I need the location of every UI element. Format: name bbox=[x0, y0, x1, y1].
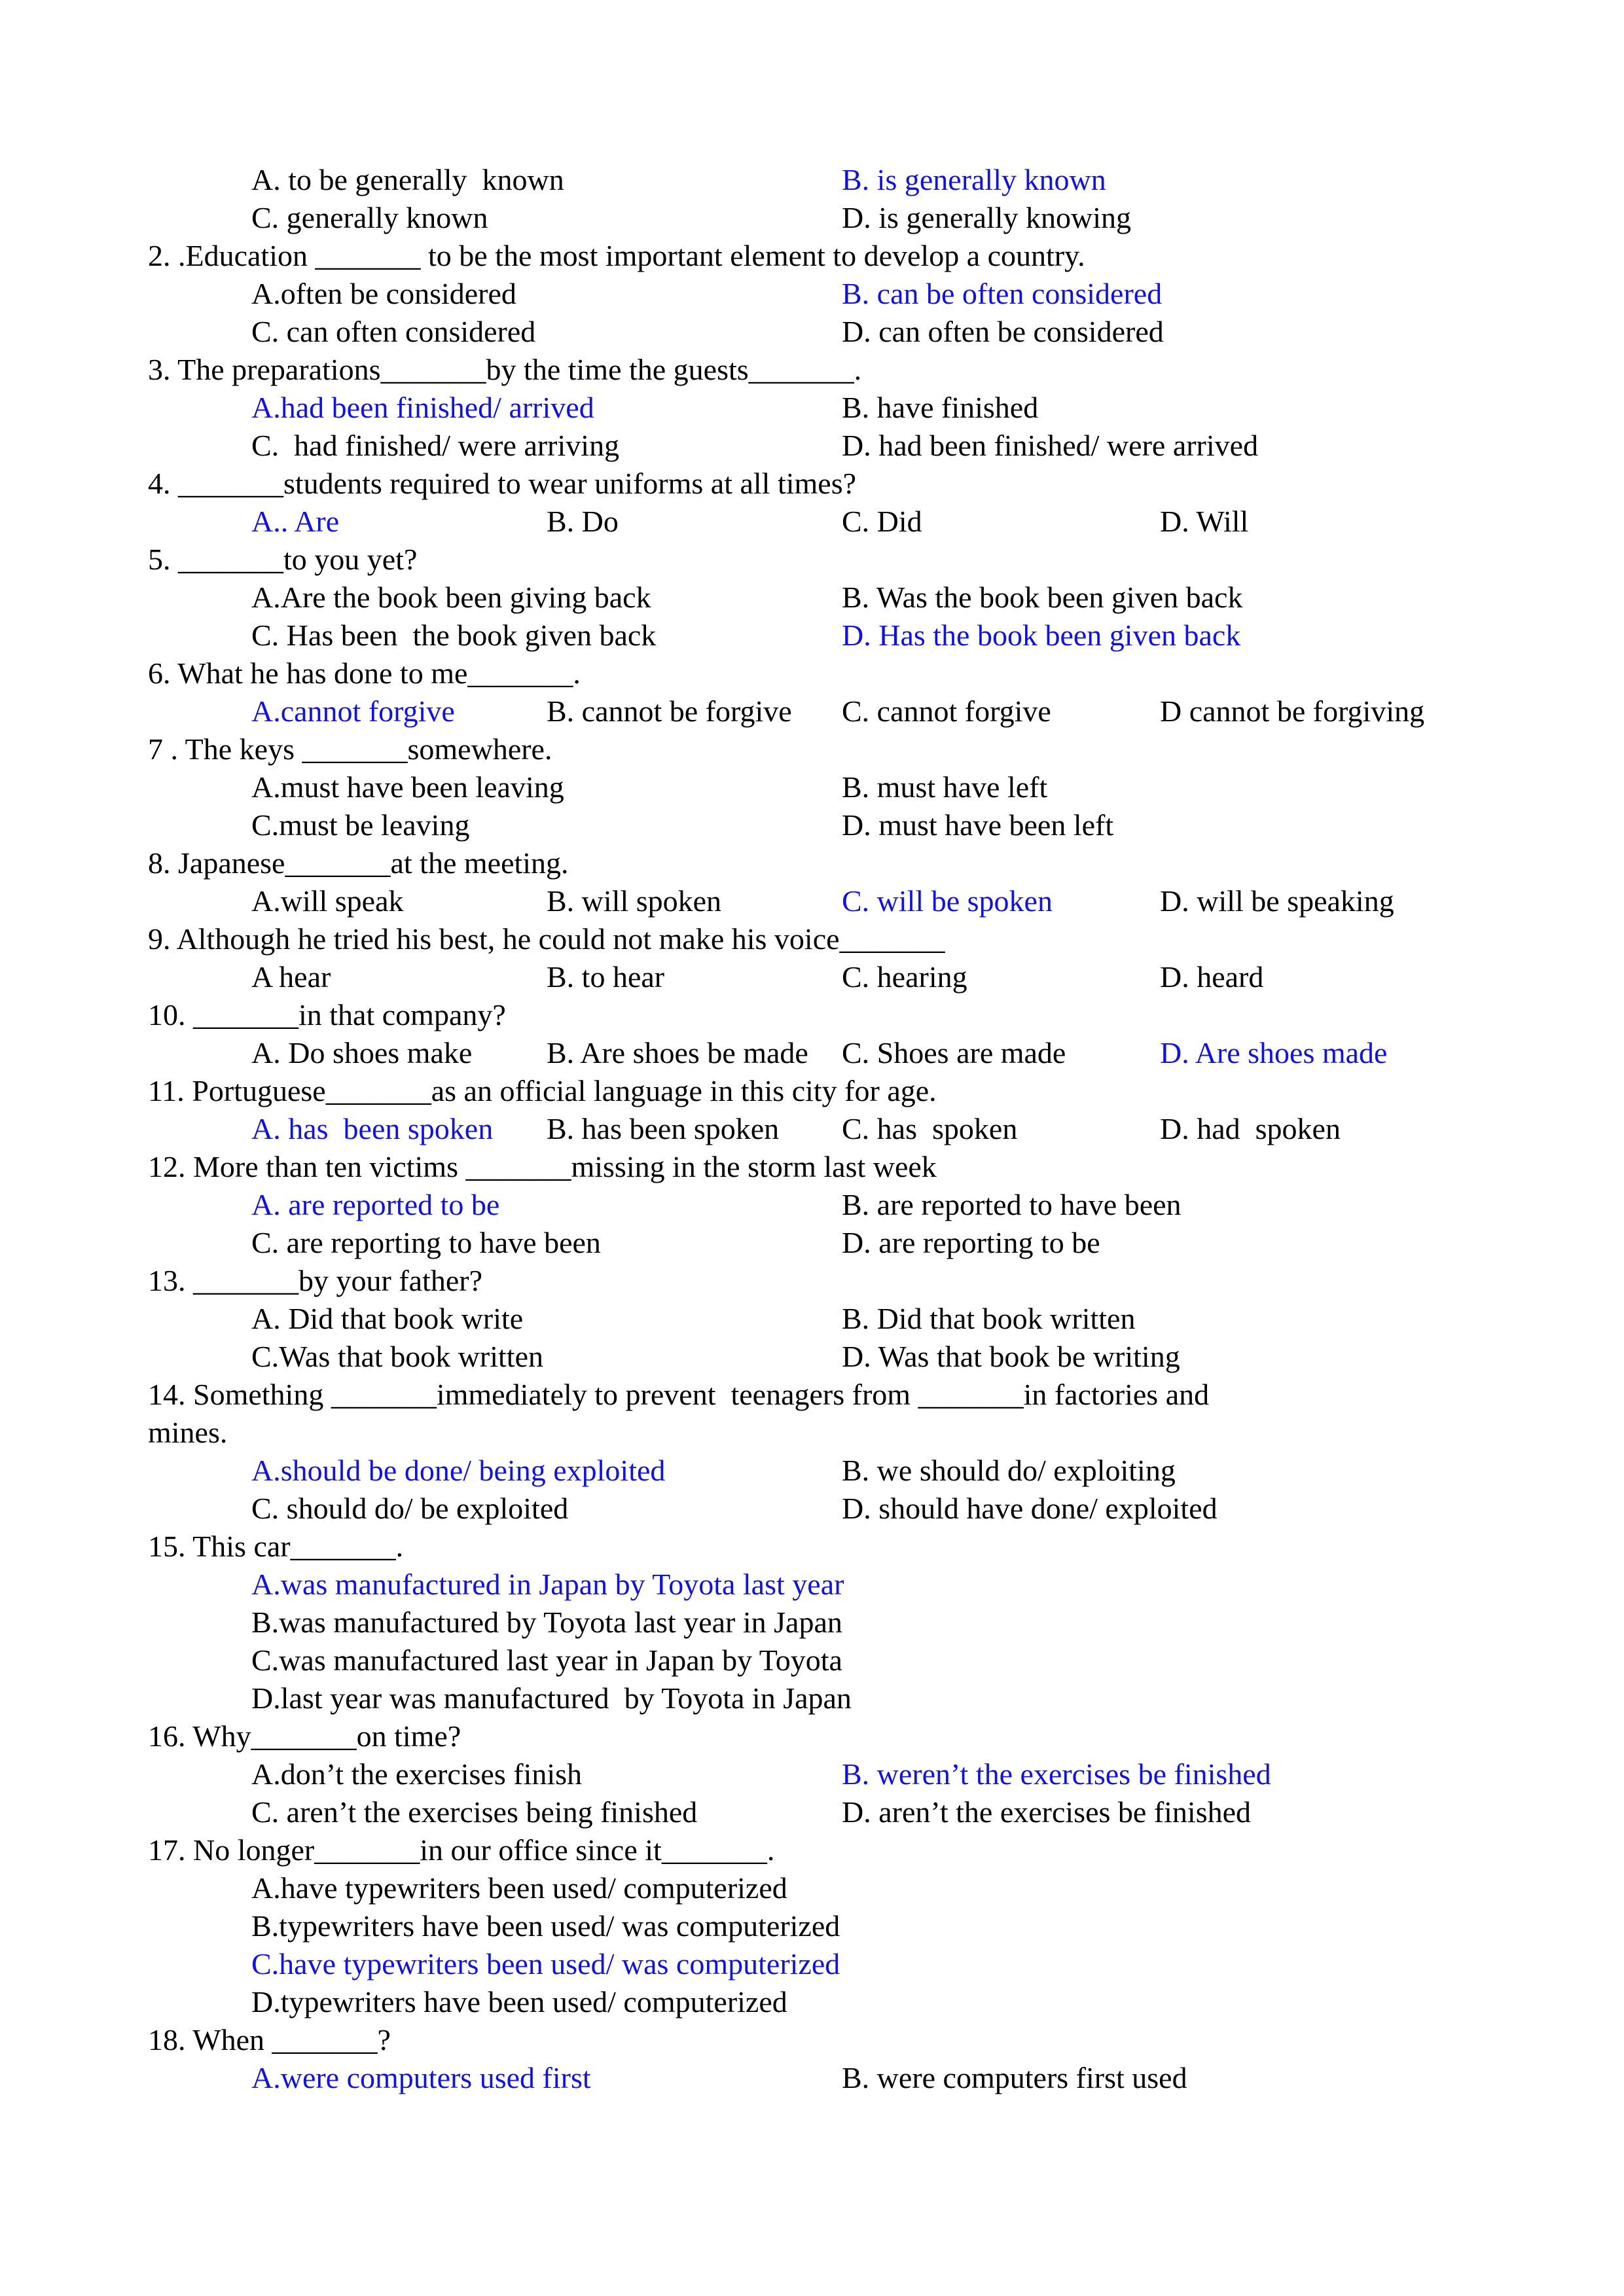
question-stem-line bbox=[0, 1528, 1624, 1566]
option-text: B. has been spoken bbox=[547, 1112, 780, 1145]
question-text: 7 . The keys _______somewhere. bbox=[148, 732, 552, 766]
question-text: 6. What he has done to me_______. bbox=[148, 656, 581, 690]
answer-option-text: A.should be done/ being exploited bbox=[251, 1454, 666, 1487]
option-text: C. cannot forgive bbox=[842, 694, 1051, 728]
option-text: B.typewriters have been used/ was computerized bbox=[251, 1909, 840, 1943]
option-text: C. are reporting to have been bbox=[251, 1226, 601, 1259]
question-stem-line bbox=[0, 237, 1624, 275]
answer-option-text: A. are reported to be bbox=[251, 1188, 500, 1221]
option-text: C. Has been the book given back bbox=[251, 619, 657, 652]
options-row bbox=[0, 1641, 1624, 1679]
question-text: 17. No longer_______in our office since it_______. bbox=[148, 1833, 775, 1867]
question-text: 14. Something _______immediately to prevent teenagers from _______in factories and bbox=[148, 1378, 1210, 1411]
option-text: D. had spoken bbox=[1160, 1112, 1341, 1145]
question-stem-line bbox=[0, 1148, 1624, 1186]
option-text: C. can often considered bbox=[251, 315, 536, 348]
option-text: D. Was that book be writing bbox=[842, 1340, 1180, 1373]
answer-option-text: A.cannot forgive bbox=[251, 694, 455, 728]
options-row bbox=[0, 389, 1624, 427]
answer-option-text: A. has been spoken bbox=[251, 1112, 494, 1145]
option-text: B. Was the book been given back bbox=[842, 581, 1243, 614]
question-stem-line bbox=[0, 351, 1624, 389]
question-stem-line bbox=[0, 1262, 1624, 1300]
options-row bbox=[0, 1224, 1624, 1262]
option-text: B. we should do/ exploiting bbox=[842, 1454, 1176, 1487]
option-text: D. should have done/ exploited bbox=[842, 1492, 1218, 1525]
option-text: B. Do bbox=[547, 505, 619, 538]
option-text: D. is generally knowing bbox=[842, 201, 1132, 234]
answer-option-text: A.had been finished/ arrived bbox=[251, 391, 594, 424]
option-text: D.typewriters have been used/ computerized bbox=[251, 1985, 787, 2018]
option-text: C.Was that book written bbox=[251, 1340, 544, 1373]
question-text: 12. More than ten victims _______missing in the storm last week bbox=[148, 1150, 937, 1183]
option-text: A.often be considered bbox=[251, 277, 516, 310]
answer-option-text: A.was manufactured in Japan by Toyota last year bbox=[251, 1568, 844, 1601]
option-text: A. Did that book write bbox=[251, 1302, 524, 1335]
option-text: B. Are shoes be made bbox=[547, 1036, 808, 1069]
answer-option-text: B. can be often considered bbox=[842, 277, 1163, 310]
option-text: D. must have been left bbox=[842, 808, 1114, 842]
options-row bbox=[0, 1034, 1624, 1072]
option-text: A.have typewriters been used/ computerized bbox=[251, 1871, 787, 1905]
question-text: 4. _______students required to wear uniforms at all times? bbox=[148, 467, 857, 500]
options-row bbox=[0, 1300, 1624, 1338]
question-text: 3. The preparations_______by the time the guests_______. bbox=[148, 353, 862, 386]
option-text: A.Are the book been giving back bbox=[251, 581, 651, 614]
option-text: D. are reporting to be bbox=[842, 1226, 1100, 1259]
options-row bbox=[0, 1793, 1624, 1831]
option-text: B. to hear bbox=[547, 960, 665, 994]
options-row bbox=[0, 806, 1624, 844]
options-row bbox=[0, 1186, 1624, 1224]
question-text: 11. Portuguese_______as an official language in this city for age. bbox=[148, 1074, 937, 1107]
options-row bbox=[0, 1945, 1624, 1983]
option-text: D. will be speaking bbox=[1160, 884, 1394, 918]
option-text: B. are reported to have been bbox=[842, 1188, 1182, 1221]
answer-option-text: B. weren’t the exercises be finished bbox=[842, 1757, 1271, 1791]
question-stem-line bbox=[0, 655, 1624, 692]
option-text: B. cannot be forgive bbox=[547, 694, 792, 728]
answer-option-text: A.were computers used first bbox=[251, 2061, 591, 2094]
option-text: C. should do/ be exploited bbox=[251, 1492, 569, 1525]
option-text: D. aren’t the exercises be finished bbox=[842, 1795, 1252, 1829]
options-row bbox=[0, 313, 1624, 351]
options-row bbox=[0, 1869, 1624, 1907]
answer-option-text: D. Are shoes made bbox=[1160, 1036, 1388, 1069]
option-text: A. Do shoes make bbox=[251, 1036, 473, 1069]
option-text: B. were computers first used bbox=[842, 2061, 1187, 2094]
options-row bbox=[0, 1983, 1624, 2021]
question-text: 8. Japanese_______at the meeting. bbox=[148, 846, 569, 880]
option-text: B. will spoken bbox=[547, 884, 722, 918]
question-stem-line bbox=[0, 844, 1624, 882]
question-text: 9. Although he tried his best, he could not make his voice_______ bbox=[148, 922, 945, 956]
question-stem-line bbox=[0, 1717, 1624, 1755]
option-text: B. have finished bbox=[842, 391, 1039, 424]
question-stem-line bbox=[0, 730, 1624, 768]
question-stem-line bbox=[0, 920, 1624, 958]
options-row bbox=[0, 1604, 1624, 1641]
question-text: 16. Why_______on time? bbox=[148, 1719, 461, 1753]
question-text: 2. .Education _______ to be the most important element to develop a country. bbox=[148, 239, 1085, 272]
question-stem-line bbox=[0, 1072, 1624, 1110]
options-row bbox=[0, 958, 1624, 996]
option-text: B. Did that book written bbox=[842, 1302, 1136, 1335]
option-text: A.must have been leaving bbox=[251, 770, 564, 804]
option-text: C. Did bbox=[842, 505, 922, 538]
option-text: D.last year was manufactured by Toyota in Japan bbox=[251, 1681, 852, 1715]
question-stem-line bbox=[0, 1376, 1624, 1414]
option-text: C. Shoes are made bbox=[842, 1036, 1066, 1069]
option-text: D. can often be considered bbox=[842, 315, 1164, 348]
question-stem-line bbox=[0, 1831, 1624, 1869]
answer-option-text: D. Has the book been given back bbox=[842, 619, 1241, 652]
options-row bbox=[0, 1907, 1624, 1945]
answer-option-text: C. will be spoken bbox=[842, 884, 1053, 918]
options-row bbox=[0, 503, 1624, 541]
option-text: B.was manufactured by Toyota last year in Japan bbox=[251, 1605, 842, 1639]
question-stem-line bbox=[0, 996, 1624, 1034]
answer-option-text: C.have typewriters been used/ was computerized bbox=[251, 1947, 840, 1981]
option-text: A. to be generally known bbox=[251, 163, 564, 196]
option-text: C. aren’t the exercises being finished bbox=[251, 1795, 698, 1829]
option-text: C. hearing bbox=[842, 960, 967, 994]
option-text: D cannot be forgiving bbox=[1160, 694, 1425, 728]
option-text: C. has spoken bbox=[842, 1112, 1018, 1145]
answer-option-text: A.. Are bbox=[251, 505, 340, 538]
option-text: C. had finished/ were arriving bbox=[251, 429, 620, 462]
options-row bbox=[0, 1338, 1624, 1376]
question-text: 15. This car_______. bbox=[148, 1530, 404, 1563]
options-row bbox=[0, 882, 1624, 920]
answer-option-text: B. is generally known bbox=[842, 163, 1106, 196]
options-row bbox=[0, 275, 1624, 313]
question-text: 13. _______by your father? bbox=[148, 1264, 482, 1297]
options-row bbox=[0, 427, 1624, 465]
option-text: D. Will bbox=[1160, 505, 1249, 538]
options-row bbox=[0, 1566, 1624, 1604]
options-row bbox=[0, 1679, 1624, 1717]
options-row bbox=[0, 161, 1624, 199]
options-row bbox=[0, 1452, 1624, 1490]
options-row bbox=[0, 2059, 1624, 2097]
option-text: A hear bbox=[251, 960, 331, 994]
option-text: A.will speak bbox=[251, 884, 404, 918]
question-text: 18. When _______? bbox=[148, 2023, 391, 2056]
question-stem-line bbox=[0, 2021, 1624, 2059]
option-text: C. generally known bbox=[251, 201, 488, 234]
question-text: mines. bbox=[148, 1416, 228, 1449]
options-row bbox=[0, 1490, 1624, 1528]
option-text: A.don’t the exercises finish bbox=[251, 1757, 583, 1791]
option-text: B. must have left bbox=[842, 770, 1048, 804]
options-row bbox=[0, 768, 1624, 806]
option-text: D. heard bbox=[1160, 960, 1264, 994]
options-row bbox=[0, 579, 1624, 617]
question-stem-line bbox=[0, 465, 1624, 503]
options-row bbox=[0, 1755, 1624, 1793]
options-row bbox=[0, 692, 1624, 730]
options-row bbox=[0, 617, 1624, 655]
option-text: C.must be leaving bbox=[251, 808, 470, 842]
option-text: D. had been finished/ were arrived bbox=[842, 429, 1259, 462]
question-stem-line bbox=[0, 541, 1624, 579]
question-stem-line bbox=[0, 1414, 1624, 1452]
option-text: C.was manufactured last year in Japan by Toyota bbox=[251, 1643, 842, 1677]
question-text: 5. _______to you yet? bbox=[148, 543, 418, 576]
options-row bbox=[0, 1110, 1624, 1148]
options-row bbox=[0, 199, 1624, 237]
question-text: 10. _______in that company? bbox=[148, 998, 506, 1031]
